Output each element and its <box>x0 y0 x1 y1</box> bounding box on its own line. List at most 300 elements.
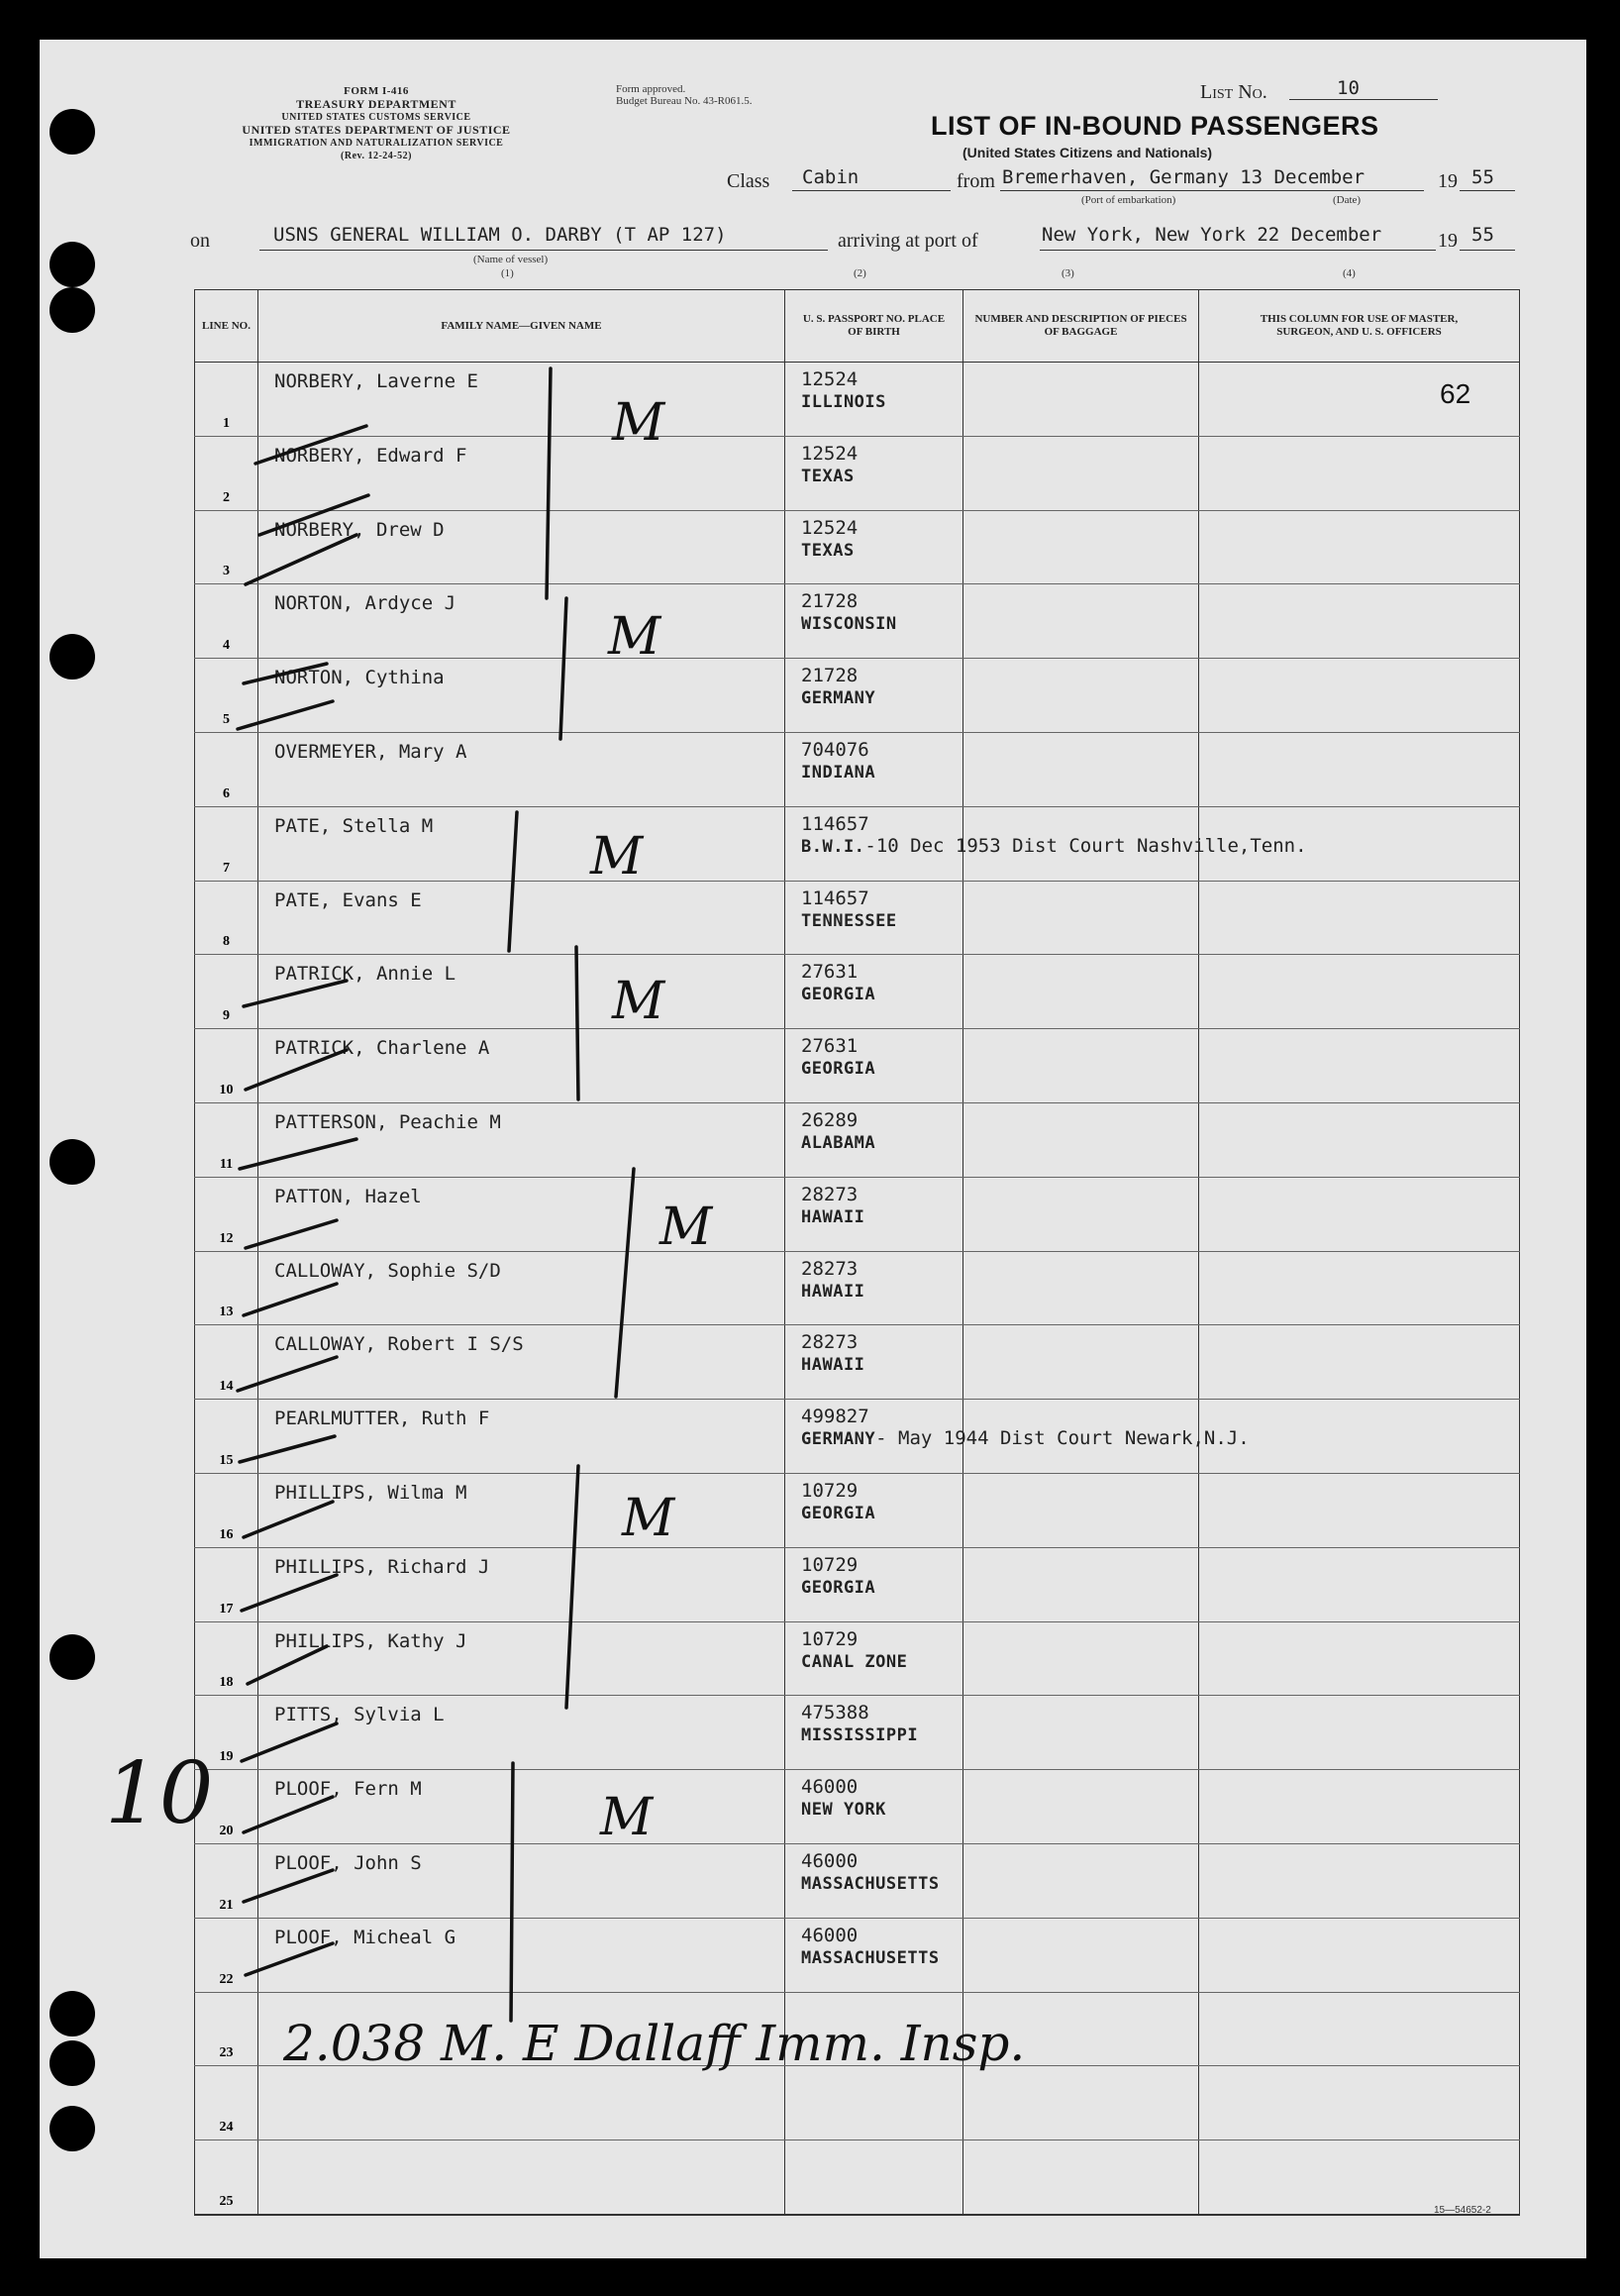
officer-cell <box>1199 1696 1520 1770</box>
birth-place: B.W.I. <box>801 836 865 857</box>
passenger-name: PATE, Evans E <box>274 888 422 911</box>
name-cell <box>258 436 785 510</box>
line-number-cell <box>195 1400 258 1474</box>
line-number: 19 <box>219 1749 234 1765</box>
passport-block <box>785 1029 962 1080</box>
passenger-name: PATRICK, Charlene A <box>274 1037 490 1060</box>
passport-cell <box>785 1177 963 1251</box>
officer-cell <box>1199 1992 1520 2066</box>
passenger-name: PATRICK, Annie L <box>274 963 456 986</box>
baggage-cell <box>963 1770 1199 1844</box>
list-no-underline <box>1289 99 1438 100</box>
name-cell <box>258 732 785 806</box>
approval-block <box>616 83 814 107</box>
birth-place: GEORGIA <box>801 1059 876 1080</box>
passport-cell <box>785 659 963 733</box>
passport-number: 475388 <box>801 1702 869 1724</box>
birth-place: GEORGIA <box>801 1577 876 1598</box>
name-cell <box>258 1696 785 1770</box>
line-number-cell <box>195 1251 258 1325</box>
baggage-cell <box>963 1473 1199 1547</box>
passport-number: 499827 <box>801 1406 869 1428</box>
name-cell <box>258 1770 785 1844</box>
line-number-cell <box>195 1102 258 1177</box>
table-row <box>195 436 1520 510</box>
punch-hole <box>50 634 95 679</box>
line-number-cell <box>195 436 258 510</box>
baggage-cell <box>963 1992 1199 2066</box>
birth-place: MASSACHUSETTS <box>801 1947 940 1968</box>
line-number-cell <box>195 881 258 955</box>
baggage-cell <box>963 2066 1199 2140</box>
birth-place: TEXAS <box>801 540 855 561</box>
passport-number: 704076 <box>801 738 869 761</box>
vessel-name: USNS GENERAL WILLIAM O. DARBY (T AP 127) <box>273 224 727 246</box>
officer-cell <box>1199 584 1520 659</box>
passport-block <box>785 1474 962 1524</box>
passport-block <box>785 733 962 783</box>
form-block <box>178 85 574 162</box>
arrival-port: New York, New York 22 December <box>1042 224 1382 246</box>
birth-place: GEORGIA <box>801 1503 876 1523</box>
passport-number: 12524 <box>801 368 859 390</box>
passport-block <box>785 1770 962 1821</box>
name-cell <box>258 1325 785 1400</box>
passenger-name: PHILLIPS, Richard J <box>274 1555 490 1578</box>
column-caption: (4) <box>1343 267 1356 279</box>
approval-line: Budget Bureau No. 43-R061.5. <box>616 95 753 107</box>
name-cell <box>258 1918 785 1992</box>
line-number: 2 <box>223 489 230 505</box>
line-number-cell <box>195 1918 258 1992</box>
baggage-cell <box>963 1696 1199 1770</box>
birth-place: TENNESSEE <box>801 910 897 931</box>
table-row <box>195 955 1520 1029</box>
passport-number: 46000 <box>801 1849 859 1872</box>
baggage-cell <box>963 1621 1199 1696</box>
passport-number: 26289 <box>801 1108 859 1131</box>
passenger-name: PATTON, Hazel <box>274 1185 422 1207</box>
birth-place: ILLINOIS <box>801 392 886 412</box>
from-year: 55 <box>1471 166 1494 188</box>
inspector-signature: 2.038 M. E Dallaff Imm. Insp. <box>283 2015 1026 2072</box>
officer-cell <box>1199 1918 1520 1992</box>
margin-number: 10 <box>105 1744 214 1843</box>
table-row <box>195 1400 1520 1474</box>
passport-cell <box>785 584 963 659</box>
table-row <box>195 1029 1520 1103</box>
date-caption: (Date) <box>1333 194 1362 206</box>
passport-number: 12524 <box>801 442 859 465</box>
passenger-name: PHILLIPS, Wilma M <box>274 1481 467 1504</box>
family-mark: M <box>608 607 661 667</box>
officer-cell <box>1199 1102 1520 1177</box>
table-row <box>195 584 1520 659</box>
name-cell <box>258 1992 785 2066</box>
line-number-cell <box>195 806 258 881</box>
birth-place: GERMANY <box>801 1429 876 1450</box>
name-cell <box>258 363 785 437</box>
passport-cell <box>785 363 963 437</box>
passport-block <box>785 511 962 562</box>
vessel-underline <box>259 250 828 251</box>
family-mark: M <box>590 827 644 887</box>
officer-cell <box>1199 1325 1520 1400</box>
line-number: 11 <box>219 1156 234 1172</box>
officer-cell <box>1199 1843 1520 1918</box>
officer-cell <box>1199 881 1520 955</box>
passport-cell <box>785 2066 963 2140</box>
passport-number: 28273 <box>801 1331 859 1354</box>
officer-cell <box>1199 1251 1520 1325</box>
birth-place: NEW YORK <box>801 1800 886 1821</box>
punch-hole <box>50 242 95 287</box>
passenger-name: PLOOF, Micheal G <box>274 1926 456 1948</box>
baggage-cell <box>963 659 1199 733</box>
passport-cell <box>785 1102 963 1177</box>
passport-block <box>785 1548 962 1599</box>
table-row <box>195 1843 1520 1918</box>
passport-cell <box>785 1992 963 2066</box>
birth-place: MISSISSIPPI <box>801 1725 919 1746</box>
list-no-value: 10 <box>1337 77 1360 99</box>
baggage-cell <box>963 1177 1199 1251</box>
name-cell <box>258 2066 785 2140</box>
passport-block <box>785 2066 962 2072</box>
baggage-cell <box>963 1251 1199 1325</box>
family-mark: M <box>612 972 665 1031</box>
passport-block <box>785 363 962 413</box>
passport-cell <box>785 1696 963 1770</box>
passport-block <box>785 659 962 709</box>
table-row <box>195 806 1520 881</box>
department-line: TREASURY DEPARTMENT <box>296 97 456 111</box>
officer-cell <box>1199 955 1520 1029</box>
line-number: 22 <box>219 1971 234 1987</box>
line-number-cell <box>195 2066 258 2140</box>
passport-number: 10729 <box>801 1553 859 1576</box>
passenger-name: NORBERY, Laverne E <box>274 370 478 392</box>
passenger-name: PLOOF, Fern M <box>274 1778 422 1801</box>
passport-block <box>785 882 962 932</box>
line-number: 1 <box>223 415 230 431</box>
passenger-name: NORTON, Ardyce J <box>274 592 456 615</box>
line-number-cell <box>195 659 258 733</box>
line-number: 8 <box>223 934 230 950</box>
column-caption: (1) <box>501 267 514 279</box>
line-number-cell <box>195 1547 258 1621</box>
line-number: 6 <box>223 785 230 801</box>
line-number: 20 <box>219 1823 234 1838</box>
passenger-name: NORBERY, Drew D <box>274 518 445 541</box>
name-cell <box>258 1400 785 1474</box>
family-mark: M <box>659 1198 713 1257</box>
table-row <box>195 1918 1520 1992</box>
column-caption: (2) <box>854 267 866 279</box>
table-row <box>195 363 1520 437</box>
birth-place: TEXAS <box>801 466 855 486</box>
passport-number: 28273 <box>801 1257 859 1280</box>
baggage-cell <box>963 1918 1199 1992</box>
line-number-cell <box>195 1992 258 2066</box>
table-row <box>195 1696 1520 1770</box>
baggage-cell <box>963 732 1199 806</box>
punch-hole <box>50 287 95 333</box>
birth-place: GERMANY <box>801 688 876 709</box>
line-number-cell <box>195 1843 258 1918</box>
line-number-cell <box>195 510 258 584</box>
passenger-name <box>258 2140 784 2148</box>
approval-line: Form approved. <box>616 83 686 95</box>
baggage-cell <box>963 1029 1199 1103</box>
officer-cell <box>1199 510 1520 584</box>
officer-cell <box>1199 1547 1520 1621</box>
table-row <box>195 1325 1520 1400</box>
line-number: 24 <box>219 2120 234 2136</box>
passport-cell <box>785 732 963 806</box>
family-mark: M <box>612 393 665 453</box>
line-number: 9 <box>223 1008 230 1024</box>
passenger-table <box>194 289 1520 2216</box>
year-underline <box>1460 190 1515 191</box>
column-caption: (3) <box>1062 267 1074 279</box>
line-number: 17 <box>219 1601 234 1617</box>
passport-cell <box>785 881 963 955</box>
department-line: UNITED STATES DEPARTMENT OF JUSTICE <box>242 123 511 137</box>
table-row <box>195 659 1520 733</box>
baggage-cell <box>963 584 1199 659</box>
passport-block <box>785 1993 962 1999</box>
header-name: FAMILY NAME—GIVEN NAME <box>258 290 785 363</box>
table-row <box>195 1547 1520 1621</box>
line-number-cell <box>195 363 258 437</box>
officer-note: 62 <box>1440 378 1471 409</box>
punch-hole <box>50 2040 95 2086</box>
passport-block <box>785 1696 962 1746</box>
header-baggage: NUMBER AND DESCRIPTION OF PIECES OF BAGGAGE <box>963 290 1199 363</box>
officer-cell <box>1199 363 1520 437</box>
punch-hole <box>50 1139 95 1185</box>
name-cell <box>258 806 785 881</box>
line-number-cell <box>195 1177 258 1251</box>
passport-cell <box>785 1029 963 1103</box>
line-number: 5 <box>223 711 230 727</box>
passport-cell <box>785 1473 963 1547</box>
table-row <box>195 510 1520 584</box>
passenger-name: PATE, Stella M <box>274 814 434 837</box>
service-line: UNITED STATES CUSTOMS SERVICE <box>281 112 471 123</box>
passport-block <box>785 1400 1250 1450</box>
passport-number: 27631 <box>801 961 859 984</box>
passport-number: 114657 <box>801 887 869 909</box>
naturalization-note: -10 Dec 1953 Dist Court Nashville,Tenn. <box>864 834 1307 857</box>
table-header-row <box>195 290 1520 363</box>
punch-hole <box>50 1634 95 1680</box>
name-cell <box>258 1251 785 1325</box>
line-number-cell <box>195 1029 258 1103</box>
passport-cell <box>785 510 963 584</box>
name-cell <box>258 1102 785 1177</box>
line-number: 14 <box>219 1379 234 1395</box>
line-number-cell <box>195 2140 258 2215</box>
line-number: 13 <box>219 1305 234 1320</box>
year-underline <box>1460 250 1515 251</box>
name-cell <box>258 2140 785 2215</box>
birth-place: MASSACHUSETTS <box>801 1873 940 1894</box>
passport-number: 27631 <box>801 1035 859 1058</box>
passenger-name: PHILLIPS, Kathy J <box>274 1629 467 1652</box>
document-subtitle: (United States Citizens and Nationals) <box>962 145 1213 160</box>
line-number-cell <box>195 732 258 806</box>
baggage-cell <box>963 2140 1199 2215</box>
passport-number: 12524 <box>801 516 859 539</box>
name-cell <box>258 1547 785 1621</box>
class-value: Cabin <box>802 166 860 188</box>
from-underline <box>1000 190 1424 191</box>
line-number-cell <box>195 1325 258 1400</box>
officer-cell <box>1199 1029 1520 1103</box>
form-number: FORM I-416 <box>344 85 409 97</box>
header-officers: THIS COLUMN FOR USE OF MASTER, SURGEON, AND U. S. OFFICERS <box>1199 290 1520 363</box>
passport-cell <box>785 1251 963 1325</box>
birth-place: INDIANA <box>801 762 876 783</box>
name-cell <box>258 659 785 733</box>
from-label: from <box>957 170 995 192</box>
passenger-name: PITTS, Sylvia L <box>274 1704 445 1726</box>
line-number: 23 <box>219 2045 234 2061</box>
birth-place: HAWAII <box>801 1281 865 1302</box>
birth-place: GEORGIA <box>801 985 876 1005</box>
line-number: 10 <box>219 1082 234 1097</box>
table-row <box>195 732 1520 806</box>
passport-block <box>785 1919 962 1969</box>
passport-cell <box>785 1918 963 1992</box>
passenger-name: OVERMEYER, Mary A <box>274 740 467 763</box>
birth-place: WISCONSIN <box>801 614 897 635</box>
passport-number: 10729 <box>801 1627 859 1650</box>
line-number-cell <box>195 584 258 659</box>
passport-cell <box>785 1621 963 1696</box>
officer-cell <box>1199 1473 1520 1547</box>
table-row <box>195 881 1520 955</box>
class-label: Class <box>727 170 770 192</box>
birth-place: HAWAII <box>801 1206 865 1227</box>
passenger-name <box>258 2066 784 2074</box>
baggage-cell <box>963 955 1199 1029</box>
passenger-name <box>258 1993 784 2001</box>
line-number: 18 <box>219 1675 234 1691</box>
vessel-caption: (Name of vessel) <box>473 254 549 265</box>
passport-cell <box>785 2140 963 2215</box>
birth-place: CANAL ZONE <box>801 1651 908 1672</box>
baggage-cell <box>963 436 1199 510</box>
passport-number: 10729 <box>801 1479 859 1502</box>
name-cell <box>258 1473 785 1547</box>
passport-cell <box>785 1843 963 1918</box>
officer-cell <box>1199 2066 1520 2140</box>
list-no-label: List No. <box>1200 81 1267 103</box>
naturalization-note: - May 1944 Dist Court Newark,N.J. <box>875 1427 1250 1450</box>
line-number-cell <box>195 1696 258 1770</box>
officer-cell <box>1199 732 1520 806</box>
punch-hole <box>50 1991 95 2036</box>
from-value: Bremerhaven, Germany 13 December <box>1002 166 1366 188</box>
arrival-underline <box>1040 250 1436 251</box>
passport-cell <box>785 806 1307 881</box>
name-cell <box>258 1029 785 1103</box>
table-row <box>195 2140 1520 2215</box>
line-number: 4 <box>223 638 230 654</box>
line-number: 25 <box>219 2193 234 2209</box>
table-row <box>195 1770 1520 1844</box>
punch-hole <box>50 2106 95 2151</box>
line-number: 12 <box>219 1230 234 1246</box>
line-number: 15 <box>219 1452 234 1468</box>
baggage-cell <box>963 881 1199 955</box>
passport-cell <box>785 1400 1250 1474</box>
passport-block <box>785 955 962 1005</box>
passport-cell <box>785 1325 963 1400</box>
passport-number: 114657 <box>801 812 869 835</box>
port-embark-caption: (Port of embarkation) <box>1081 194 1176 206</box>
officer-cell <box>1199 436 1520 510</box>
passport-number: 28273 <box>801 1183 859 1205</box>
passenger-name: CALLOWAY, Robert I S/S <box>274 1333 524 1356</box>
name-cell <box>258 881 785 955</box>
baggage-cell <box>963 510 1199 584</box>
passport-number: 46000 <box>801 1776 859 1799</box>
passenger-name: CALLOWAY, Sophie S/D <box>274 1259 501 1282</box>
baggage-cell <box>963 363 1199 437</box>
header-line-no: LINE NO. <box>195 290 258 363</box>
name-cell <box>258 1621 785 1696</box>
on-label: on <box>190 230 210 252</box>
officer-cell <box>1199 1770 1520 1844</box>
passport-number: 21728 <box>801 665 859 687</box>
name-cell <box>258 1177 785 1251</box>
passport-block <box>785 2140 962 2146</box>
baggage-cell <box>963 1547 1199 1621</box>
birth-place: ALABAMA <box>801 1132 876 1153</box>
passport-block <box>785 1252 962 1303</box>
passport-cell <box>785 1770 963 1844</box>
name-cell <box>258 584 785 659</box>
passport-cell <box>785 955 963 1029</box>
year-prefix: 19 <box>1438 230 1458 252</box>
line-number: 21 <box>219 1897 234 1913</box>
passport-block <box>785 1103 962 1154</box>
line-number: 7 <box>223 860 230 876</box>
passenger-name: PEARLMUTTER, Ruth F <box>274 1408 490 1430</box>
passport-block <box>785 1325 962 1376</box>
officer-cell <box>1199 1621 1520 1696</box>
line-number: 16 <box>219 1526 234 1542</box>
baggage-cell <box>963 1325 1199 1400</box>
passport-number: 46000 <box>801 1924 859 1946</box>
passport-block <box>785 437 962 487</box>
name-cell <box>258 510 785 584</box>
punch-hole <box>50 109 95 155</box>
line-number-cell <box>195 955 258 1029</box>
officer-cell <box>1199 1177 1520 1251</box>
line-number: 3 <box>223 564 230 579</box>
birth-place: HAWAII <box>801 1355 865 1376</box>
officer-cell <box>1199 2140 1520 2215</box>
baggage-cell <box>963 1102 1199 1177</box>
baggage-cell <box>963 1843 1199 1918</box>
revision-line: (Rev. 12-24-52) <box>341 151 412 161</box>
passenger-name: NORTON, Cythina <box>274 667 445 689</box>
